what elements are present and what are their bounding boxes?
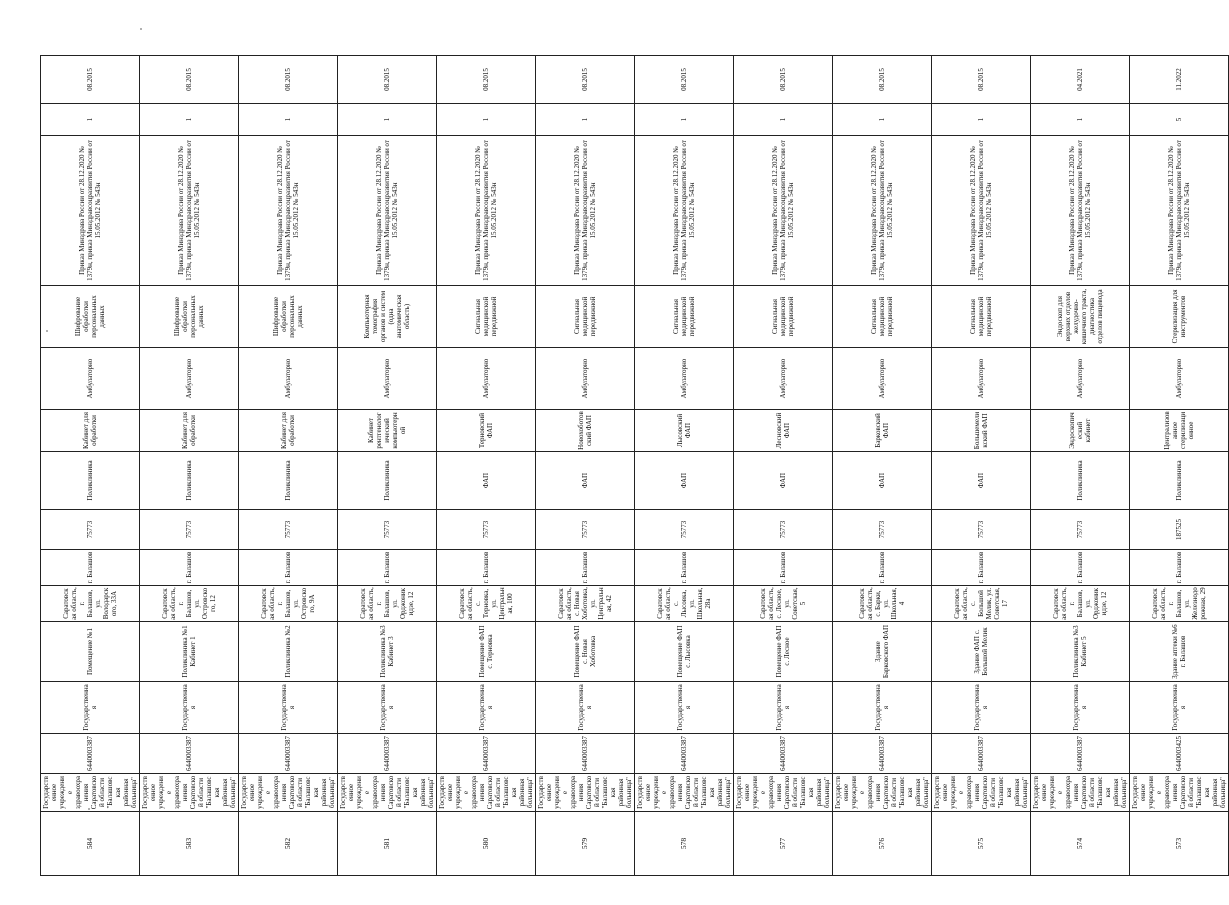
- cell-unit: ФАП: [635, 452, 734, 510]
- cell-address: Саратовская область, г. Балашов, ул. Островского, 9А: [239, 586, 338, 622]
- cell-care-type: Амбулаторно: [635, 348, 734, 410]
- cell-owner: Государственное учреждение здравоохранения Саратовской области "Балашовская районная больница": [239, 774, 338, 812]
- cell-premises: Поликлиника №1 Кабинет 1: [140, 622, 239, 682]
- cell-unit: Поликлиника: [41, 452, 140, 510]
- cell-document: Приказ Минздрава России от 28.12.2020 № 1379н, приказ Минздравсоцразвития России от 15.05.2012 № 543н: [239, 136, 338, 286]
- cell-premises: Поликлиника №2: [239, 622, 338, 682]
- cell-unit: ФАП: [734, 452, 833, 510]
- cell-settlement: г. Балашов: [833, 550, 932, 586]
- cell-owner: Государственное учреждение здравоохранения Саратовской области "Балашовская районная больница": [140, 774, 239, 812]
- cell-service: Стерилизация для инструментов: [1130, 286, 1229, 348]
- cell-subdivision: Кабинет рентгенологический компьютерной: [338, 410, 437, 452]
- cell-date: 08.2015: [41, 56, 140, 104]
- cell-service: Сигнальная медицинской передвижной: [932, 286, 1031, 348]
- cell-service: Сигнальная медицинской передвижной: [635, 286, 734, 348]
- cell-care-type: Амбулаторно: [734, 348, 833, 410]
- table-row: [734, 56, 833, 876]
- cell-date: 04.2021: [1031, 56, 1130, 104]
- cell-care-type: Амбулаторно: [239, 348, 338, 410]
- cell-care-type: Амбулаторно: [140, 348, 239, 410]
- cell-property-form: Государственная: [932, 682, 1031, 734]
- cell-document: Приказ Минздрава России от 28.12.2020 № 1379н, приказ Минздравсоцразвития России от 15.05.2012 № 543н: [1031, 136, 1130, 286]
- cell-inn: 6440003425: [1130, 734, 1229, 774]
- cell-document: Приказ Минздрава России от 28.12.2020 № 1379н, приказ Минздравсоцразвития России от 15.05.2012 № 543н: [932, 136, 1031, 286]
- cell-premises: Здание ФАП с. Большой Мелик: [932, 622, 1031, 682]
- cell-inn: 6440003387: [437, 734, 536, 774]
- cell-unit: ФАП: [536, 452, 635, 510]
- cell-property-form: Государственная: [41, 682, 140, 734]
- cell-care-type: Амбулаторно: [1031, 348, 1130, 410]
- cell-premises: Поликлиника №3 Кабинет 3: [338, 622, 437, 682]
- cell-care-type: Амбулаторно: [833, 348, 932, 410]
- cell-address: Саратовская область, с. Терновка, ул. Центральная, 100: [437, 586, 536, 622]
- cell-subdivision: Кабинет для обработки: [41, 410, 140, 452]
- cell-inn: 6440003387: [1031, 734, 1130, 774]
- cell-premises: Помещение ФАП с. Терновка: [437, 622, 536, 682]
- cell-code: 75773: [437, 510, 536, 550]
- cell-subdivision: Лесновский ФАП: [734, 410, 833, 452]
- cell-document: Приказ Минздрава России от 28.12.2020 № 1379н, приказ Минздравсоцразвития России от 15.05.2012 № 543н: [536, 136, 635, 286]
- cell-care-type: Амбулаторно: [437, 348, 536, 410]
- cell-number: 583: [140, 812, 239, 876]
- cell-count: 1: [1031, 104, 1130, 136]
- cell-number: 579: [536, 812, 635, 876]
- cell-count: 1: [932, 104, 1031, 136]
- cell-inn: 6440003387: [833, 734, 932, 774]
- cell-premises: Поликлиника №3 Кабинет 5: [1031, 622, 1130, 682]
- cell-number: 584: [41, 812, 140, 876]
- cell-code: 75773: [1031, 510, 1130, 550]
- cell-subdivision: Эндоскопический кабинет: [1031, 410, 1130, 452]
- cell-document: Приказ Минздрава России от 28.12.2020 № 1379н, приказ Минздравсоцразвития России от 15.05.2012 № 543н: [635, 136, 734, 286]
- cell-unit: Поликлиника: [1130, 452, 1229, 510]
- cell-document: Приказ Минздрава России от 28.12.2020 № 1379н, приказ Минздравсоцразвития России от 15.05.2012 № 543н: [833, 136, 932, 286]
- cell-unit: ФАП: [833, 452, 932, 510]
- cell-count: 1: [536, 104, 635, 136]
- cell-date: 11.2022: [1130, 56, 1229, 104]
- cell-address: Саратовская область, с. Лысовка, ул. Школьная, 28а: [635, 586, 734, 622]
- cell-address: Саратовская область, с. Барки, ул. Школьная, 4: [833, 586, 932, 622]
- cell-unit: Поликлиника: [140, 452, 239, 510]
- cell-service: Сигнальная медицинской передвижной: [437, 286, 536, 348]
- cell-care-type: Амбулаторно: [41, 348, 140, 410]
- cell-count: 1: [41, 104, 140, 136]
- cell-date: 08.2015: [734, 56, 833, 104]
- table-row: [635, 56, 734, 876]
- cell-settlement: г. Балашов: [1031, 550, 1130, 586]
- scan-speck: [88, 808, 90, 810]
- cell-premises: Помещение №1: [41, 622, 140, 682]
- cell-owner: Государственное учреждение здравоохранения Саратовской области "Балашовская районная больница": [41, 774, 140, 812]
- cell-address: Саратовская область, с. Лесное, ул. Советская, 5: [734, 586, 833, 622]
- cell-count: 1: [635, 104, 734, 136]
- cell-service: Сигнальная медицинской передвижной: [833, 286, 932, 348]
- cell-date: 08.2015: [338, 56, 437, 104]
- cell-number: 581: [338, 812, 437, 876]
- cell-count: 5: [1130, 104, 1229, 136]
- cell-date: 08.2015: [635, 56, 734, 104]
- cell-owner: Государственное учреждение здравоохранения Саратовской области "Балашовская районная больница": [536, 774, 635, 812]
- cell-unit: Поликлиника: [338, 452, 437, 510]
- table-row: [1031, 56, 1130, 876]
- cell-unit: ФАП: [437, 452, 536, 510]
- cell-count: 1: [239, 104, 338, 136]
- cell-date: 08.2015: [833, 56, 932, 104]
- table-row: [239, 56, 338, 876]
- cell-subdivision: Кабинет для обработки: [239, 410, 338, 452]
- cell-service: Шифрование обработки персональных данных: [239, 286, 338, 348]
- cell-count: 1: [734, 104, 833, 136]
- cell-premises: Помещение ФАП с. Лесное: [734, 622, 833, 682]
- cell-inn: 6440003387: [932, 734, 1031, 774]
- cell-count: 1: [833, 104, 932, 136]
- cell-property-form: Государственная: [536, 682, 635, 734]
- cell-inn: 6440003387: [734, 734, 833, 774]
- cell-number: 582: [239, 812, 338, 876]
- table-row: [437, 56, 536, 876]
- cell-subdivision: Централизованное стерилизационное: [1130, 410, 1229, 452]
- cell-number: 578: [635, 812, 734, 876]
- cell-owner: Государственное учреждение здравоохранения Саратовской области "Балашовская районная больница": [635, 774, 734, 812]
- cell-settlement: г. Балашов: [338, 550, 437, 586]
- cell-premises: Здание Барковского ФАП: [833, 622, 932, 682]
- cell-care-type: Амбулаторно: [932, 348, 1031, 410]
- cell-property-form: Государственная: [833, 682, 932, 734]
- cell-owner: Государственное учреждение здравоохранения Саратовской области "Балашовская районная больница": [833, 774, 932, 812]
- cell-property-form: Государственная: [1031, 682, 1130, 734]
- cell-address: Саратовская область, с. Большой Мелик, ул. Советская, 17: [932, 586, 1031, 622]
- cell-property-form: Государственная: [140, 682, 239, 734]
- cell-date: 08.2015: [239, 56, 338, 104]
- cell-subdivision: Лысовский ФАП: [635, 410, 734, 452]
- cell-owner: Государственное учреждение здравоохранения Саратовской области "Балашовская районная больница": [932, 774, 1031, 812]
- cell-premises: Здание аптеки №6 г. Балашов: [1130, 622, 1229, 682]
- cell-date: 08.2015: [932, 56, 1031, 104]
- cell-subdivision: Большемеликский ФАП: [932, 410, 1031, 452]
- cell-care-type: Амбулаторно: [1130, 348, 1229, 410]
- cell-address: Саратовская область, с. Новая Хоботовка, ул. Центральная, 42: [536, 586, 635, 622]
- cell-service: Шифрование обработки персональных данных: [41, 286, 140, 348]
- cell-settlement: г. Балашов: [437, 550, 536, 586]
- cell-date: 08.2015: [140, 56, 239, 104]
- cell-owner: Государственное учреждение здравоохранения Саратовской области "Балашовская районная больница": [1130, 774, 1229, 812]
- cell-settlement: г. Балашов: [140, 550, 239, 586]
- cell-service: Эндоскоп для верхних отделов желудочно-кишечного тракта, диагностика отделов пищевода: [1031, 286, 1130, 348]
- cell-count: 1: [338, 104, 437, 136]
- cell-subdivision: Барковский ФАП: [833, 410, 932, 452]
- cell-code: 187525: [1130, 510, 1229, 550]
- cell-premises: Помещение ФАП с. Лысовка: [635, 622, 734, 682]
- cell-number: 573: [1130, 812, 1229, 876]
- cell-document: Приказ Минздрава России от 28.12.2020 № 1379н, приказ Минздравсоцразвития России от 15.05.2012 № 543н: [437, 136, 536, 286]
- cell-number: 580: [437, 812, 536, 876]
- cell-settlement: г. Балашов: [536, 550, 635, 586]
- cell-code: 75773: [734, 510, 833, 550]
- cell-settlement: г. Балашов: [41, 550, 140, 586]
- table-row: [1130, 56, 1229, 876]
- cell-inn: 6440003387: [239, 734, 338, 774]
- cell-code: 75773: [41, 510, 140, 550]
- cell-code: 75773: [536, 510, 635, 550]
- cell-inn: 6440003387: [338, 734, 437, 774]
- cell-date: 08.2015: [437, 56, 536, 104]
- cell-owner: Государственное учреждение здравоохранения Саратовской области "Балашовская районная больница": [437, 774, 536, 812]
- cell-document: Приказ Минздрава России от 28.12.2020 № 1379н, приказ Минздравсоцразвития России от 15.05.2012 № 543н: [338, 136, 437, 286]
- cell-address: Саратовская область, г. Балашов, ул. Орджоникидзе, 12: [1031, 586, 1130, 622]
- cell-settlement: г. Балашов: [734, 550, 833, 586]
- cell-service: Компьютерная томография органов и систем (одна анатомическая область): [338, 286, 437, 348]
- cell-document: Приказ Минздрава России от 28.12.2020 № 1379н, приказ Минздравсоцразвития России от 15.05.2012 № 543н: [140, 136, 239, 286]
- cell-document: Приказ Минздрава России от 28.12.2020 № 1379н, приказ Минздравсоцразвития России от 15.05.2012 № 543н: [41, 136, 140, 286]
- cell-inn: 6440003387: [536, 734, 635, 774]
- cell-number: 576: [833, 812, 932, 876]
- cell-owner: Государственное учреждение здравоохранения Саратовской области "Балашовская районная больница": [734, 774, 833, 812]
- cell-code: 75773: [932, 510, 1031, 550]
- cell-code: 75773: [338, 510, 437, 550]
- cell-inn: 6440003387: [140, 734, 239, 774]
- cell-date: 08.2015: [536, 56, 635, 104]
- cell-property-form: Государственная: [635, 682, 734, 734]
- scan-speck: [46, 330, 48, 332]
- table-row: [338, 56, 437, 876]
- cell-unit: ФАП: [932, 452, 1031, 510]
- cell-address: Саратовская область, г. Балашов, ул. Орджоникидзе, 12: [338, 586, 437, 622]
- cell-owner: Государственное учреждение здравоохранения Саратовской области "Балашовская районная больница": [338, 774, 437, 812]
- rotated-table-wrapper: [40, 56, 1227, 876]
- table-row: [536, 56, 635, 876]
- cell-premises: Помещение ФАП с. Новая Хоботовка: [536, 622, 635, 682]
- cell-care-type: Амбулаторно: [536, 348, 635, 410]
- cell-subdivision: Терновский ФАП: [437, 410, 536, 452]
- cell-property-form: Государственная: [734, 682, 833, 734]
- cell-settlement: г. Балашов: [1130, 550, 1229, 586]
- table-row: [140, 56, 239, 876]
- cell-inn: 6440003387: [635, 734, 734, 774]
- cell-inn: 6440003387: [41, 734, 140, 774]
- cell-service: Сигнальная медицинской передвижной: [536, 286, 635, 348]
- table-row: [833, 56, 932, 876]
- cell-subdivision: Новохоботовский ФАП: [536, 410, 635, 452]
- cell-care-type: Амбулаторно: [338, 348, 437, 410]
- cell-unit: Поликлиника: [239, 452, 338, 510]
- cell-owner: Государственное учреждение здравоохранения Саратовской области "Балашовская районная больница": [1031, 774, 1130, 812]
- cell-count: 1: [140, 104, 239, 136]
- cell-service: Сигнальная медицинской передвижной: [734, 286, 833, 348]
- cell-subdivision: Кабинет для обработки: [140, 410, 239, 452]
- cell-unit: Поликлиника: [1031, 452, 1130, 510]
- cell-settlement: г. Балашов: [635, 550, 734, 586]
- cell-address: Саратовская область, г. Балашов, ул. Володарского, 33А: [41, 586, 140, 622]
- table-row: [932, 56, 1031, 876]
- cell-count: 1: [437, 104, 536, 136]
- cell-address: Саратовская область, г. Балашов, ул. Железнодорожная, 29: [1130, 586, 1229, 622]
- cell-code: 75773: [833, 510, 932, 550]
- cell-number: 577: [734, 812, 833, 876]
- cell-number: 574: [1031, 812, 1130, 876]
- cell-code: 75773: [239, 510, 338, 550]
- cell-property-form: Государственная: [239, 682, 338, 734]
- cell-code: 75773: [635, 510, 734, 550]
- cell-code: 75773: [140, 510, 239, 550]
- table-row: [41, 56, 140, 876]
- equipment-registry-table: [40, 55, 1229, 876]
- cell-document: Приказ Минздрава России от 28.12.2020 № 1379н, приказ Минздравсоцразвития России от 15.05.2012 № 543н: [734, 136, 833, 286]
- cell-property-form: Государственная: [437, 682, 536, 734]
- cell-settlement: г. Балашов: [239, 550, 338, 586]
- scan-speck: [140, 28, 142, 30]
- cell-settlement: г. Балашов: [932, 550, 1031, 586]
- cell-number: 575: [932, 812, 1031, 876]
- cell-address: Саратовская область, г. Балашов, ул. Островского, 12: [140, 586, 239, 622]
- cell-document: Приказ Минздрава России от 28.12.2020 № 1379н, приказ Минздравсоцразвития России от 15.05.2012 № 543н: [1130, 136, 1229, 286]
- cell-property-form: Государственная: [1130, 682, 1229, 734]
- cell-property-form: Государственная: [338, 682, 437, 734]
- cell-service: Шифрование обработки персональных данных: [140, 286, 239, 348]
